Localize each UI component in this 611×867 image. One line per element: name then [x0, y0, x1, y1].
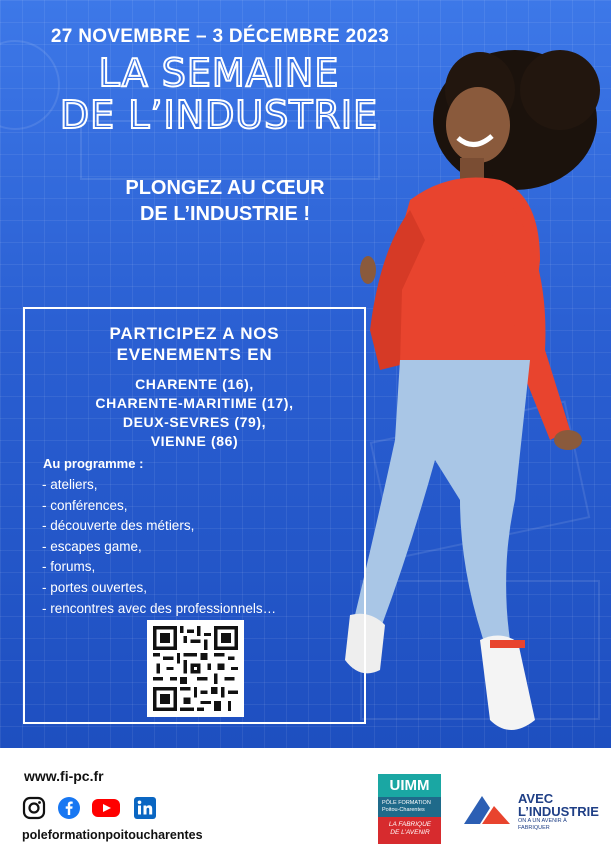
program-item: - conférences, — [42, 497, 128, 513]
region-item: DEUX-SEVRES (79), — [122, 414, 267, 430]
tagline-line-1: PLONGEZ AU CŒUR — [125, 177, 325, 199]
program-list — [42, 475, 276, 619]
youtube-icon[interactable] — [91, 796, 121, 820]
region-item: CHARENTE-MARITIME (17), — [95, 395, 294, 411]
tagline-line-2: DE L’INDUSTRIE ! — [139, 203, 310, 225]
website-link[interactable]: www.fi-pc.fr — [24, 768, 104, 784]
program-item: - forums, — [42, 559, 96, 575]
uimm-subtitle-line-2: Poitou-Charentes — [382, 806, 425, 813]
qr-code-icon — [153, 626, 238, 711]
regions-list — [25, 375, 364, 451]
qr-code[interactable] — [147, 620, 244, 717]
uimm-subtitle — [382, 800, 438, 813]
uimm-fabrique-line-2: DE L’AVENIR — [390, 829, 430, 836]
program-item: - portes ouvertes, — [42, 579, 148, 595]
program-item: - découverte des métiers, — [42, 518, 195, 534]
events-heading — [25, 323, 364, 365]
program-item: - escapes game, — [42, 538, 142, 554]
uimm-subtitle-line-1: PÔLE FORMATION — [382, 800, 431, 806]
region-item: VIENNE (86) — [150, 433, 239, 449]
uimm-fabrique — [381, 821, 439, 837]
avec-line-1: AVEC — [518, 791, 554, 806]
jumping-woman-photo — [340, 30, 611, 748]
linkedin-icon[interactable] — [133, 796, 157, 820]
uimm-fabrique-line-1: LA FABRIQUE — [388, 821, 432, 828]
industry-arrow-icon — [464, 792, 512, 828]
avec-industrie-logo — [464, 790, 599, 830]
events-heading-line-1: PARTICIPEZ A NOS — [109, 324, 280, 343]
program-title: Au programme : — [43, 456, 144, 471]
program-item: - rencontres avec des professionnels… — [42, 600, 277, 616]
footer — [0, 748, 611, 867]
avec-line-2: L’INDUSTRIE — [518, 804, 599, 819]
region-item: CHARENTE (16), — [135, 376, 254, 392]
uimm-logo — [378, 774, 441, 844]
uimm-name: UIMM — [389, 777, 430, 794]
social-handle: poleformationpoitoucharentes — [22, 828, 203, 842]
event-dates: 27 NOVEMBRE – 3 DÉCEMBRE 2023 — [50, 26, 390, 47]
avec-industrie-text — [518, 792, 599, 832]
instagram-icon[interactable] — [22, 796, 46, 820]
events-heading-line-2: EVENEMENTS EN — [116, 345, 273, 364]
events-box — [23, 307, 366, 724]
title-line-1: LA SEMAINE — [98, 51, 340, 95]
facebook-icon[interactable] — [57, 796, 81, 820]
program-item: - ateliers, — [42, 477, 98, 492]
title-line-2: DE L’INDUSTRIE — [59, 93, 379, 137]
avec-line-3: ON A UN AVENIR À FABRIQUER — [518, 818, 567, 831]
